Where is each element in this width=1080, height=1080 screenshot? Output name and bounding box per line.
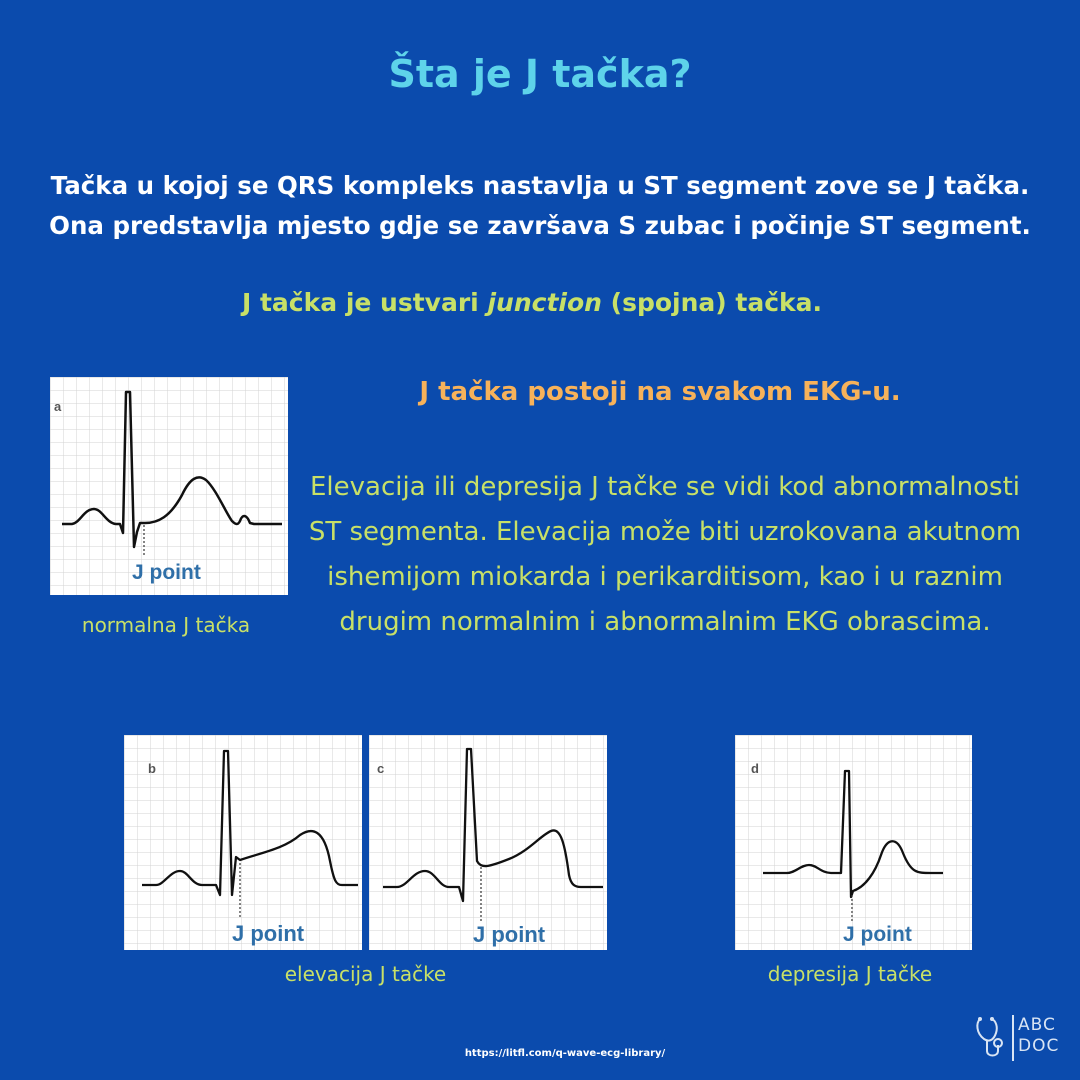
logo-text	[1018, 1015, 1059, 1057]
intro-line-1: Tačka u kojoj se QRS kompleks nastavlja u ST segment zove se J tačka.	[50, 171, 1030, 200]
page-title: Šta je J tačka?	[388, 52, 692, 96]
logo-line-1: ABC	[1018, 1015, 1056, 1035]
exists-heading: J tačka postoji na svakom EKG-u.	[419, 377, 901, 407]
panel-letter-d: d	[751, 761, 759, 776]
caption-normal: normalna J tačka	[81, 613, 251, 637]
j-point-label-d: J point	[843, 923, 912, 946]
junction-emphasis: junction	[487, 288, 602, 317]
source-url: https://litfl.com/q-wave-ecg-library/	[464, 1048, 666, 1059]
junction-before: J tačka je ustvari	[241, 288, 488, 317]
j-point-label-b: J point	[232, 921, 305, 946]
ecg-panel-depression	[735, 735, 972, 950]
caption-depression: depresija J tačke	[767, 962, 933, 986]
logo-divider	[1012, 1015, 1014, 1061]
ecg-panel-normal	[50, 377, 288, 595]
ecg-panel-elevation-c	[369, 735, 607, 950]
intro-text	[0, 166, 1080, 246]
j-point-label-a: J point	[132, 561, 201, 584]
j-point-label-c: J point	[473, 922, 546, 947]
logo-line-2: DOC	[1018, 1036, 1060, 1056]
ecg-normal-graphic	[50, 377, 288, 595]
ecg-elevation-b-graphic	[124, 735, 362, 950]
junction-text	[0, 288, 1064, 317]
caption-elevation: elevacija J tačke	[284, 962, 447, 986]
abcdoc-logo	[972, 1013, 1062, 1063]
ecg-panel-elevation-b	[124, 735, 362, 950]
panel-letter-a: a	[54, 399, 62, 414]
ecg-elevation-c-graphic	[369, 735, 607, 950]
description-text: Elevacija ili depresija J tačke se vidi kod abnormalnosti ST segmenta. Elevacija može biti uzrokovana akutnom ishemijom miokarda i perikarditisom, kao i u raznim drugim normalnim i abnormalnim EKG obrascima.	[308, 472, 1022, 637]
ecg-depression-graphic	[735, 735, 972, 950]
panel-letter-c: c	[377, 761, 385, 776]
stethoscope-icon	[972, 1013, 1012, 1061]
panel-letter-b: b	[148, 761, 156, 776]
intro-line-2: Ona predstavlja mjesto gdje se završava S zubac i počinje ST segment.	[49, 211, 1031, 240]
junction-after: (spojna) tačka.	[601, 288, 823, 317]
